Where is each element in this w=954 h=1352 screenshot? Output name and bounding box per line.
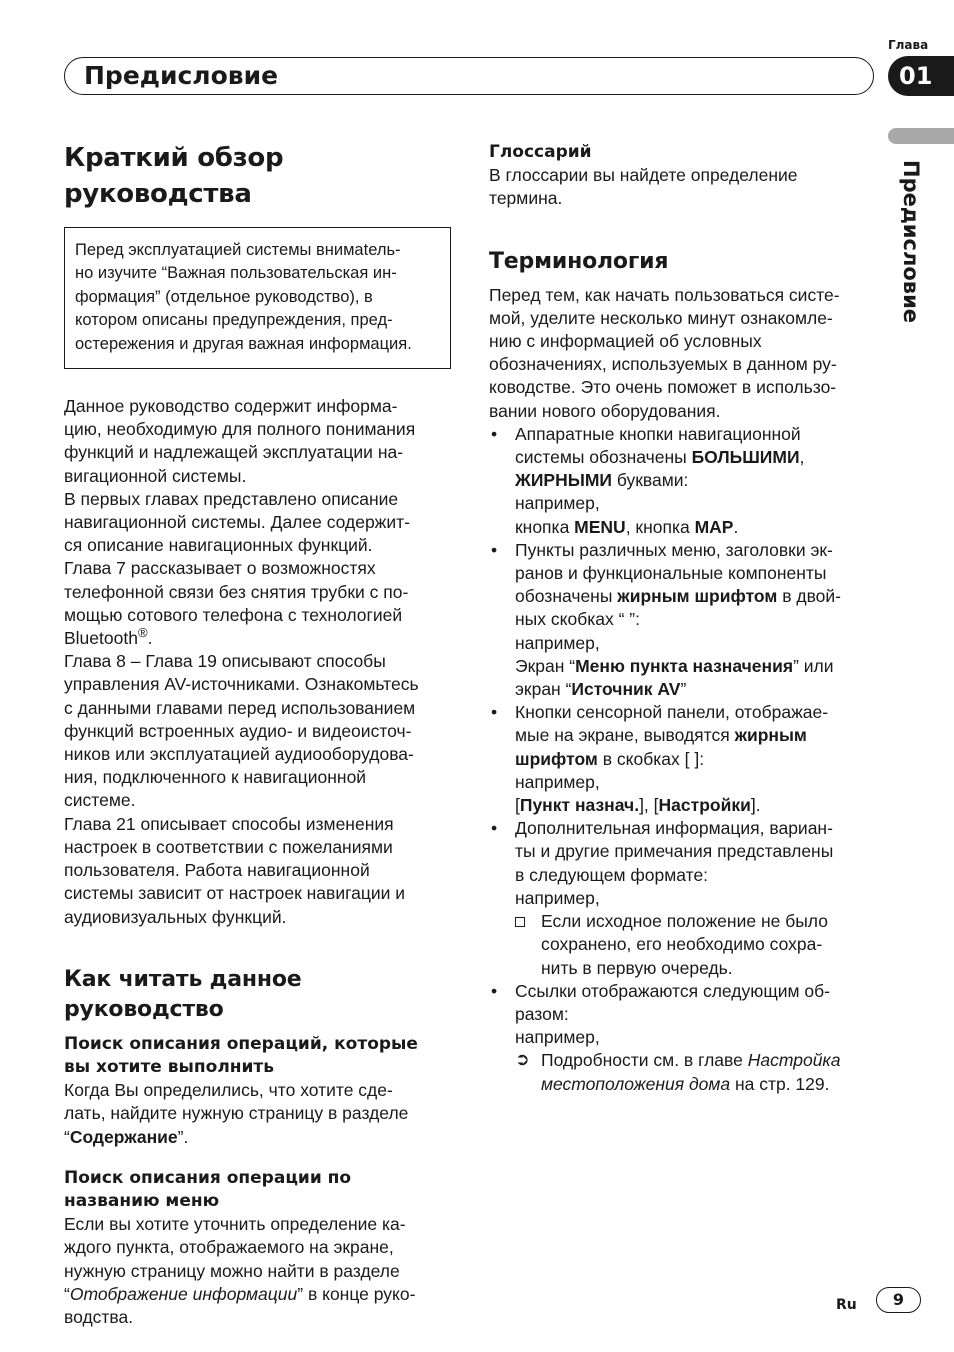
example-label: например,	[515, 887, 600, 908]
reference-title: Настройка	[747, 1050, 841, 1071]
intro-text	[64, 395, 456, 929]
text-line: Дополнительная информация, вариан-	[515, 818, 833, 839]
page-number: 9	[876, 1287, 921, 1313]
text-line: нию с информацией об условных	[489, 331, 762, 352]
bullet-icon: •	[491, 702, 498, 723]
text-line: Аппаратные кнопки навигационной	[515, 423, 801, 444]
subsection-title-glossary: Глоссарий	[489, 142, 592, 162]
text-line: функций встроенных аудио- и видеоисточ-	[64, 720, 412, 741]
text-line: телефонной связи без снятия трубки с по-	[64, 581, 409, 602]
display-info-reference: Отображение информации	[69, 1283, 298, 1304]
list-item-additional-info	[489, 817, 875, 979]
text-line	[515, 748, 875, 771]
bold-term: Пункт назнач.	[519, 795, 640, 816]
text-fragment: в скобках [ ]:	[597, 748, 705, 769]
text-line: Глава 8 – Глава 19 описывают способы	[64, 651, 386, 672]
text-line: с данными главами перед использованием	[64, 697, 416, 718]
notice-line: остережения и другая важная информация.	[75, 334, 412, 353]
subsection-title-find-operation	[64, 1033, 456, 1079]
bluetooth-word: Bluetooth	[64, 628, 138, 649]
text-line: обозначениях, используемых в данном ру-	[489, 354, 837, 375]
text-line: управления AV-источниками. Ознакомьтесь	[64, 674, 419, 695]
text-fragment: системы обозначены	[515, 447, 692, 468]
button-term-map: MAP	[694, 516, 734, 537]
text-line: Глава 21 описывает способы изменения	[64, 813, 394, 834]
page-header-title: Предисловие	[84, 61, 279, 90]
text-fragment: экран “	[515, 679, 572, 700]
contents-reference: Содержание	[69, 1126, 178, 1147]
note-item	[515, 910, 875, 980]
quote: ”.	[177, 1126, 189, 1147]
text-line: Если исходное положение не было	[541, 911, 828, 932]
text-line: ся описание навигационных функций.	[64, 535, 373, 556]
text-fragment: Подробности см. в главе	[541, 1050, 748, 1071]
list-item-references	[489, 980, 875, 1096]
text-line: Когда Вы определились, что хотите сде-	[64, 1080, 393, 1101]
text-fragment: ,	[799, 447, 805, 468]
quote: “	[64, 1126, 70, 1147]
text-line: вании нового оборудования.	[489, 400, 721, 421]
text-fragment: Экран “	[515, 655, 576, 676]
subsection-title-line: Поиск описания операций, которые	[64, 1033, 418, 1054]
text-line: аудиовизуальных функций.	[64, 906, 287, 927]
text-line	[541, 1049, 875, 1072]
text-line	[515, 446, 875, 469]
text-fragment: [	[515, 795, 520, 816]
text-line: системы зависит от настроек навигации и	[64, 883, 406, 904]
text-line: нить в первую очередь.	[541, 957, 733, 978]
punctuation: .	[147, 628, 153, 649]
bold-term: Настройки	[658, 795, 751, 816]
text-line: Если вы хотите уточнить определение ка-	[64, 1214, 406, 1235]
registered-mark: ®	[137, 625, 148, 641]
subsection-title-line: вы хотите выполнить	[64, 1056, 275, 1077]
text-line	[515, 516, 875, 539]
example-label: например,	[515, 493, 600, 514]
text-line: Перед тем, как начать пользоваться систе-	[489, 284, 840, 305]
section-title-how-to-read: Как читать данное руководство	[64, 966, 302, 1022]
text-line: нужную страницу можно найти в разделе	[64, 1260, 400, 1281]
text-line: ководстве. Это очень поможет в использо-	[489, 377, 837, 398]
notice-line: Перед эксплуатацией системы внимatель-	[75, 241, 401, 259]
chapter-label: Глава	[888, 38, 929, 52]
reference-title: местоположения дома	[541, 1073, 731, 1094]
example-label: например,	[515, 771, 600, 792]
text-line: лать, найдите нужную страницу в разделе	[64, 1103, 409, 1124]
example-label: например,	[515, 1027, 600, 1048]
left-column	[64, 140, 456, 1329]
text-fragment: ], [	[639, 795, 659, 816]
button-term-menu: MENU	[574, 516, 626, 537]
text-line-bluetooth	[64, 627, 456, 650]
bold-term: жирным шрифтом	[617, 586, 778, 607]
text-fragment: , кнопка	[625, 516, 695, 537]
notice-line: формация” (отдельное руководство), в	[75, 287, 373, 306]
bold-term: Источник AV	[571, 679, 681, 700]
text-line: навигационной системы. Далее содержит-	[64, 512, 411, 533]
subsection-title-line: названию меню	[64, 1190, 220, 1211]
quote: “	[64, 1283, 70, 1304]
text-line	[515, 678, 875, 701]
text-line: Глава 7 рассказывает о возможностях	[64, 558, 376, 579]
text-line: функций и надлежащей эксплуатации на-	[64, 442, 404, 463]
text-line: ников или эксплуатацией аудиооборудова-	[64, 744, 414, 765]
text-fragment: .	[733, 516, 739, 537]
text-line: сохранено, его необходимо сохра-	[541, 934, 823, 955]
checkbox-square-icon	[515, 910, 525, 933]
text-fragment: ].	[750, 795, 761, 816]
text-line: пользователя. Работа навигационной	[64, 860, 370, 881]
chapter-number: 01	[899, 62, 933, 90]
text-line: Пункты различных меню, заголовки эк-	[515, 539, 833, 560]
text-line: вигационной системы.	[64, 465, 247, 486]
bold-term: ЖИРНЫМИ	[515, 470, 612, 491]
text-fragment: на стр. 129.	[730, 1073, 830, 1094]
list-item-touch-keys	[489, 701, 875, 817]
example-label: например,	[515, 632, 600, 653]
side-section-label: Предисловие	[899, 160, 923, 324]
notice-line: но изучите “Важная пользовательская ин-	[75, 264, 397, 283]
section-title-terminology: Терминология	[489, 248, 669, 274]
subsection-title-line: Поиск описания операции по	[64, 1167, 352, 1188]
text-fragment: ” в конце руко-	[297, 1283, 416, 1304]
text-line	[515, 585, 875, 608]
text-line: Ссылки отображаются следующим об-	[515, 980, 830, 1001]
side-tab-marker	[888, 128, 954, 144]
text-line: настроек в соответствии с пожеланиями	[64, 836, 393, 857]
text-line: разом:	[515, 1003, 569, 1024]
section-title-overview: Краткий обзор руководства	[64, 143, 284, 209]
text-fragment: кнопка	[515, 516, 575, 537]
text-line	[515, 794, 875, 817]
text-line	[515, 469, 875, 492]
notice-line: котором описаны предупреждения, пред-	[75, 311, 393, 330]
bullet-icon: •	[491, 818, 498, 839]
bullet-icon: •	[491, 423, 498, 444]
text-line: ранов и функциональные компоненты	[515, 563, 827, 584]
bullet-icon: •	[491, 980, 498, 1001]
text-line: водства.	[64, 1306, 134, 1327]
bold-term: жирным	[734, 725, 807, 746]
text-line-display-info	[64, 1283, 456, 1306]
text-fragment: обозначены	[515, 586, 618, 607]
text-line: Кнопки сенсорной панели, отображае-	[515, 702, 829, 723]
reference-item	[515, 1049, 875, 1095]
bold-term: шрифтом	[515, 748, 598, 769]
text-fragment: буквами:	[612, 470, 689, 491]
text-line: ждого пункта, отображаемого на экране,	[64, 1237, 394, 1258]
bold-term: Меню пункта назначения	[575, 655, 794, 676]
arrow-right-icon: ➲	[515, 1050, 530, 1071]
list-item-menu-items	[489, 539, 875, 701]
list-item-hardware-buttons	[489, 423, 875, 539]
text-line: мощью сотового телефона с технологией	[64, 604, 403, 625]
notice-box	[64, 227, 451, 369]
text-fragment: ” или	[793, 655, 834, 676]
text-line-contents	[64, 1126, 456, 1149]
bold-term: БОЛЬШИМИ	[691, 447, 800, 468]
text-line: ных скобках “ ”:	[515, 609, 640, 630]
text-line: В первых главах представлено описание	[64, 488, 399, 509]
text-line	[541, 1073, 875, 1096]
text-line: ты и другие примечания представлены	[515, 841, 834, 862]
text-line: системе.	[64, 790, 136, 811]
text-line: в следующем формате:	[515, 864, 709, 885]
text-fragment: ”	[680, 679, 687, 700]
text-line: цию, необходимую для полного понимания	[64, 419, 416, 440]
text-line	[515, 724, 875, 747]
subsection-title-find-by-menu	[64, 1167, 456, 1213]
text-line	[515, 655, 875, 678]
bullet-icon: •	[491, 539, 498, 560]
language-code: Ru	[836, 1297, 857, 1313]
text-line: В глоссарии вы найдете определение	[489, 165, 798, 186]
text-line: термина.	[489, 188, 563, 209]
text-line: Данное руководство содержит информа-	[64, 396, 398, 417]
text-line: мой, уделите несколько минут ознакомле-	[489, 307, 833, 328]
text-fragment: в двой-	[777, 586, 842, 607]
text-fragment: мые на экране, выводятся	[515, 725, 735, 746]
text-line: ния, подключенного к навигационной	[64, 767, 367, 788]
right-column	[489, 141, 875, 1096]
